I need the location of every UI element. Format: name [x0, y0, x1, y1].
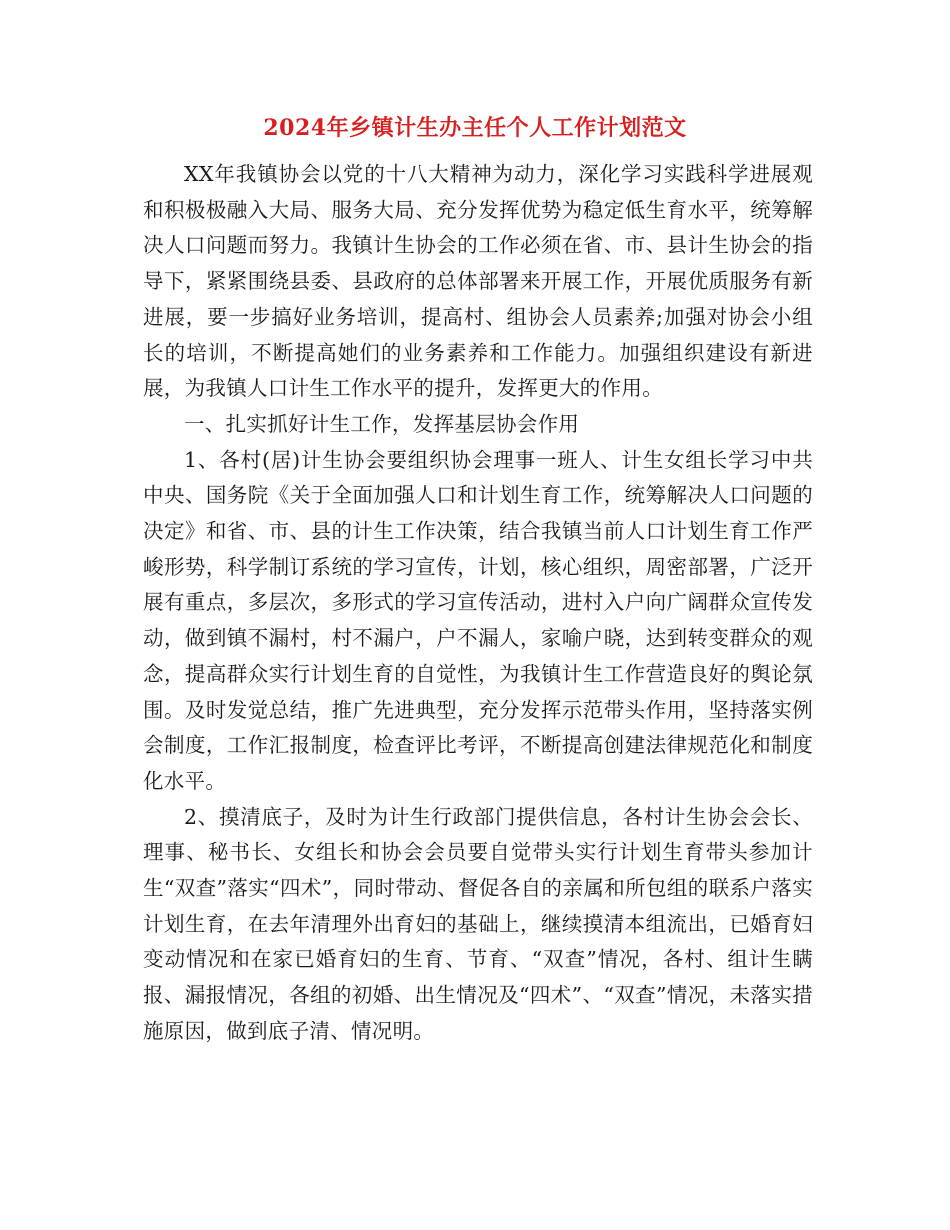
- section-heading-1: 一、扎实抓好计生工作，发挥基层协会作用: [184, 411, 580, 436]
- document-body: [143, 157, 813, 1050]
- document-title: 2024年乡镇计生办主任个人工作计划范文: [263, 115, 687, 141]
- paragraph-item-2: 2、摸清底子，及时为计生行政部门提供信息，各村计生协会会长、理事、秘书长、女组长和协会会员要自觉带头实行计划生育带头参加计生“双查”落实“四术”，同时带动、督促各自的亲属和所包组的联系户落实计划生育，在去年清理外出育妇的基础上，继续摸清本组流出，已婚育妇变动情况和在家已婚育妇的生育、节育、“双查”情况，各村、组计生瞒报、漏报情况，各组的初婚、出生情况及“四术”、“双查”情况，未落实措施原因，做到底子清、情况明。: [143, 804, 813, 1043]
- paragraph-intro: XX年我镇协会以党的十八大精神为动力，深化学习实践科学进展观和积极极融入大局、服务大局、充分发挥优势为稳定低生育水平，统筹解决人口问题而努力。我镇计生协会的工作必须在省、市、县计生协会的指导下，紧紧围绕县委、县政府的总体部署来开展工作，开展优质服务有新进展，要一步搞好业务培训，提高村、组协会人员素养;加强对协会小组长的培训，不断提高她们的业务素养和工作能力。加强组织建设有新进展，为我镇人口计生工作水平的提升，发挥更大的作用。: [143, 162, 813, 401]
- paragraph-item-1: 1、各村(居)计生协会要组织协会理事一班人、计生女组长学习中共中央、国务院《关于全面加强人口和计划生育工作，统筹解决人口问题的决定》和省、市、县的计生工作决策，结合我镇当前人口计划生育工作严峻形势，科学制订系统的学习宣传，计划，核心组织，周密部署，广泛开展有重点，多层次，多形式的学习宣传活动，进村入户向广阔群众宣传发动，做到镇不漏村，村不漏户，户不漏人，家喻户晓，达到转变群众的观念，提高群众实行计划生育的自觉性，为我镇计生工作营造良好的舆论氛围。及时发觉总结，推广先进典型，充分发挥示范带头作用，坚持落实例会制度，工作汇报制度，检查评比考评，不断提高创建法律规范化和制度化水平。: [143, 447, 813, 793]
